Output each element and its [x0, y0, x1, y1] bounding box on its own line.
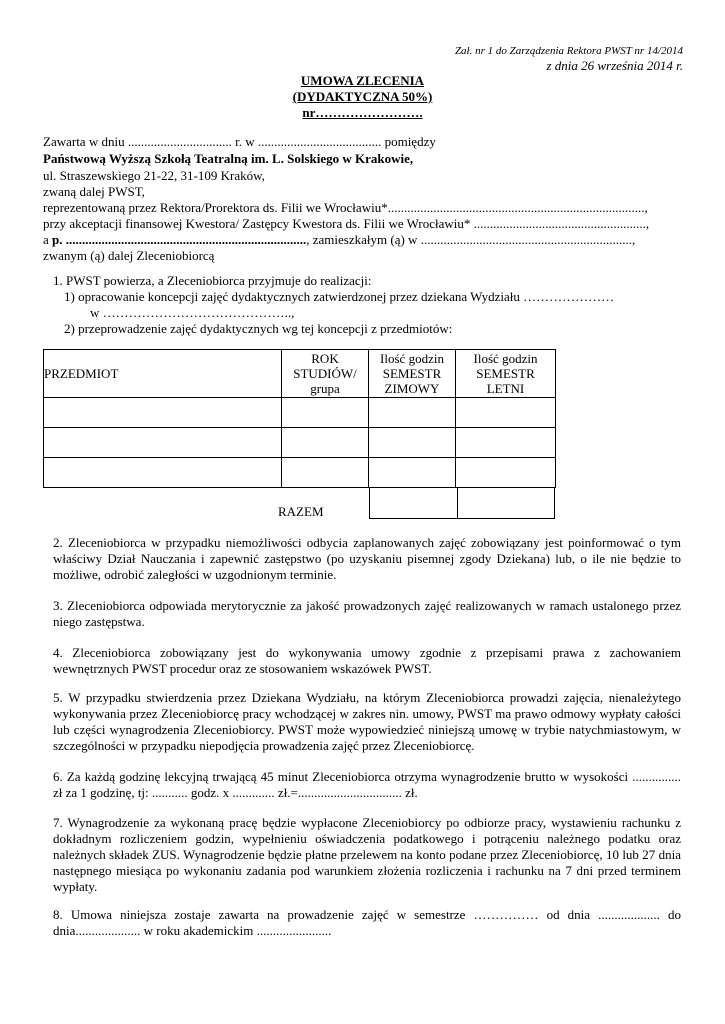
clause-8: 8. Umowa niniejsza zostaje zawarta na prowadzenie zajęć w semestrze …………… od dnia ................... do dnia.................... w roku akademickim .......................: [53, 907, 681, 938]
contractor-name-field: p. ..........................................................................: [52, 232, 307, 247]
table-cell[interactable]: [456, 428, 556, 458]
institution-alias: zwaną dalej PWST,: [43, 184, 145, 199]
table-cell[interactable]: [44, 458, 282, 488]
section-1-intro: 1. PWST powierza, a Zleceniobiorca przyjmuje do realizacji:: [53, 273, 372, 288]
contractor-residence-field: , zamieszkałym (ą) w .................................................................,: [306, 232, 636, 247]
title-line-1: UMOWA ZLECENIA: [300, 73, 425, 88]
table-cell[interactable]: [44, 428, 282, 458]
header-subject: PRZEDMIOT: [44, 350, 282, 398]
title-line-2: (DYDAKTYCZNA 50%): [292, 89, 433, 104]
subjects-table: [43, 349, 556, 488]
table-header-row: [44, 350, 556, 398]
contractor-line: [43, 232, 635, 248]
section-1-item-2: 2) przeprowadzenie zajęć dydaktycznych wg tej koncepcji z przedmiotów:: [64, 321, 453, 336]
contract-place-date-line: Zawarta w dniu ................................ r. w ...................................... pomiędzy: [43, 134, 436, 149]
table-cell[interactable]: [282, 428, 369, 458]
attachment-reference: Zał. nr 1 do Zarządzenia Rektora PWST nr 14/2014: [454, 45, 683, 57]
total-label: RAZEM: [278, 504, 324, 519]
document-date: z dnia 26 września 2014 r.: [546, 58, 683, 73]
table-cell[interactable]: [44, 398, 282, 428]
table-cell[interactable]: [282, 458, 369, 488]
title-line-3: nr…………………….: [302, 105, 423, 120]
representative-line: reprezentowaną przez Rektora/Prorektora ds. Filii we Wrocławiu*...............................................................................,: [43, 200, 648, 215]
clause-5: 5. W przypadku stwierdzenia przez Dziekana Wydziału, na którym Zleceniobiorca prowadzi zajęcia, nienależytego wykonywania przez Zleceniobiorcę pracy wchodzącej w zakres nin. umowy, PWST ma prawo odmowy wypłaty całości lub części wynagrodzenia Zleceniobiorcy. PWST może wypowiedzieć niniejszą umowę w trybie natychmiastowym, w szczególności w przypadku niepodjęcia prowadzenia zajęć przez Zleceniobiorcę.: [53, 690, 681, 753]
header-summer-hours: Ilość godzin SEMESTR LETNI: [456, 350, 556, 398]
table-row: [44, 458, 556, 488]
clause-4: 4. Zleceniobiorca zobowiązany jest do wykonywania umowy zgodnie z przepisami prawa z zachowaniem wewnętrznych PWST procedur oraz ze stosowaniem wskazówek PWST.: [53, 645, 681, 676]
section-1-item-1-cont: w ……………………………………..,: [90, 305, 295, 320]
table-cell[interactable]: [369, 428, 456, 458]
institution-address: ul. Straszewskiego 21-22, 31-109 Kraków,: [43, 168, 265, 183]
financial-acceptance-line: przy akceptacji finansowej Kwestora/ Zastępcy Kwestora ds. Filii we Wrocławiu* .....................................................,: [43, 216, 650, 231]
table-cell[interactable]: [456, 458, 556, 488]
page-title: [0, 73, 725, 121]
header-winter-hours: Ilość godzin SEMESTR ZIMOWY: [369, 350, 456, 398]
table-cell[interactable]: [369, 398, 456, 428]
section-1-item-1: 1) opracowanie koncepcji zajęć dydaktycznych zatwierdzonej przez dziekana Wydziału …………………: [64, 289, 615, 304]
contractor-prefix: a: [43, 232, 53, 247]
contractor-alias: zwanym (ą) dalej Zleceniobiorcą: [43, 248, 215, 263]
clause-6: 6. Za każdą godzinę lekcyjną trwającą 45 minut Zleceniobiorca otrzyma wynagrodzenie brutto w wysokości ............... zł za 1 godzinę, tj: ........... godz. x ............. zł.=................................ zł.: [53, 769, 681, 800]
table-cell[interactable]: [282, 398, 369, 428]
institution-name: Państwową Wyższą Szkołą Teatralną im. L. Solskiego w Krakowie,: [43, 151, 414, 166]
table-row: [44, 428, 556, 458]
total-winter-box[interactable]: [369, 487, 458, 519]
table-cell[interactable]: [456, 398, 556, 428]
table-cell[interactable]: [369, 458, 456, 488]
clause-2: 2. Zleceniobiorca w przypadku niemożliwości odbycia zaplanowanych zajęć zobowiązany jest poinformować o tym właściwy Dział Nauczania i zapewnić zastępstwo (po uzyskaniu pisemnej zgody Dziekana) lub, o ile nie będzie to możliwe, odrobić zaległości w uzgodnionym terminie.: [53, 535, 681, 582]
table-row: [44, 398, 556, 428]
header-year: ROK STUDIÓW/ grupa: [282, 350, 369, 398]
clause-7: 7. Wynagrodzenie za wykonaną pracę będzie wypłacone Zleceniobiorcy po odbiorze pracy, wystawieniu rachunku z dokładnym rozliczeniem godzin, wypełnieniu oświadczenia podatkowego i potrąceniu należnego podatku oraz należnych składek ZUS. Wynagrodzenie będzie płatne przelewem na konto podane przez Zleceniobiorcę, 10 lub 27 dnia następnego miesiąca po wykonaniu zadania pod warunkiem złożenia rozliczenia i rachunku na 7 dni przed terminem wypłaty.: [53, 815, 681, 894]
clause-3: 3. Zleceniobiorca odpowiada merytorycznie za jakość prowadzonych zajęć realizowanych w ramach ustalonego przez niego zastępstwa.: [53, 598, 681, 629]
total-summer-box[interactable]: [457, 487, 555, 519]
